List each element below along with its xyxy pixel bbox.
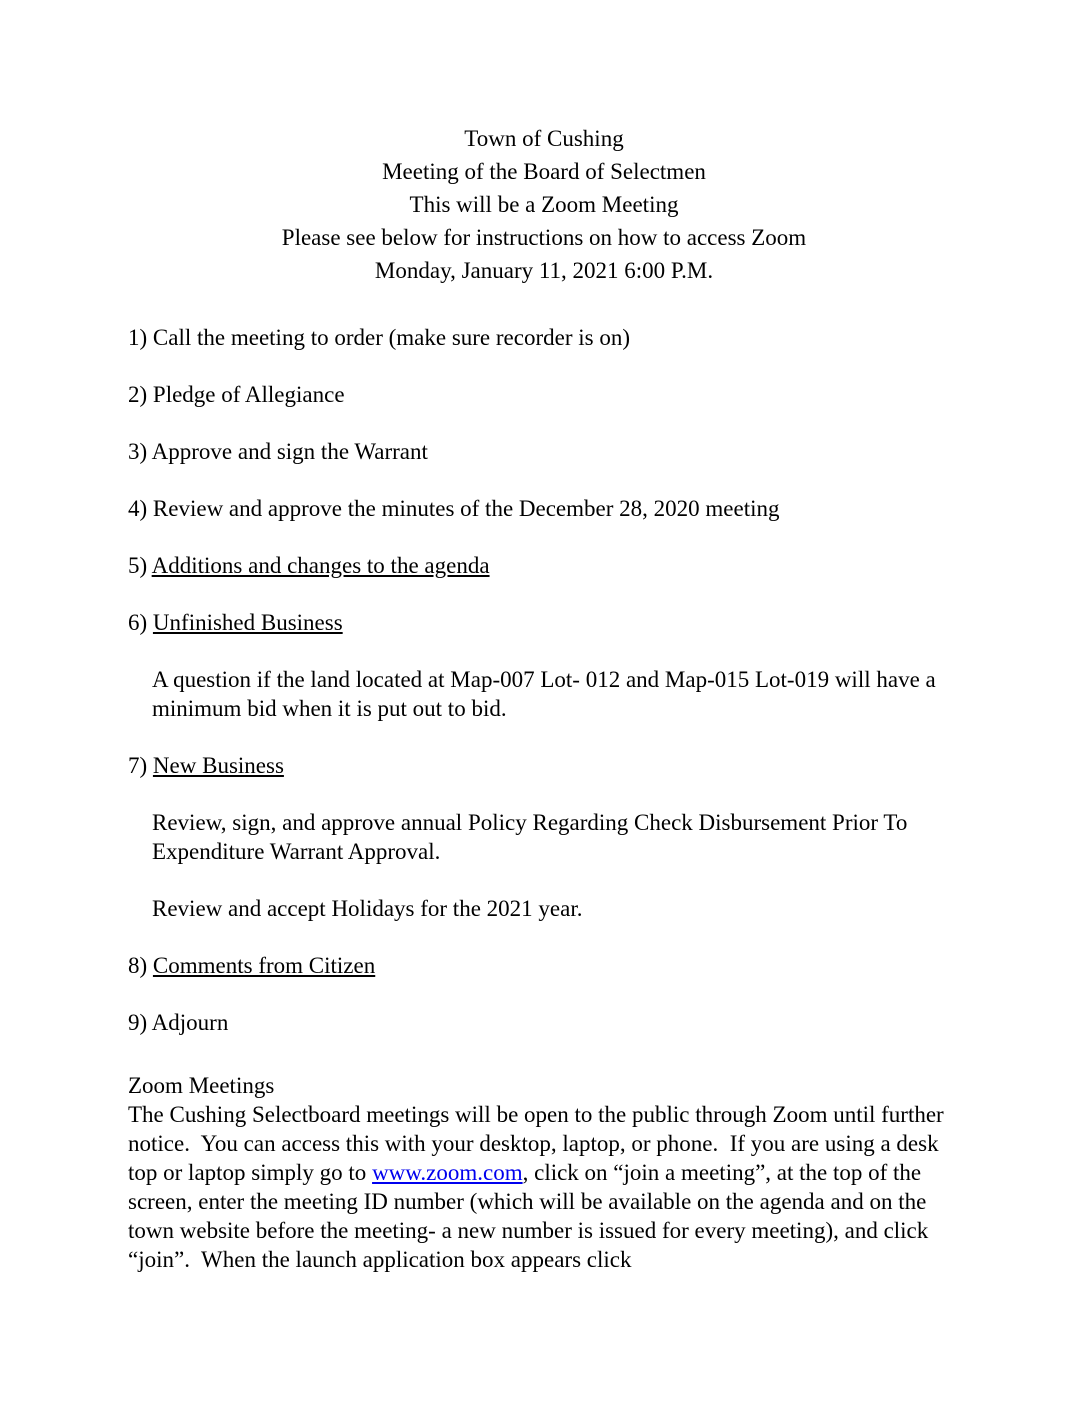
zoom-meetings-heading: Zoom Meetings: [128, 1073, 275, 1098]
agenda-list: [128, 323, 960, 1037]
agenda-item-text: Pledge of Allegiance: [152, 382, 345, 407]
zoom-website-link[interactable]: www.zoom.com: [372, 1160, 523, 1185]
agenda-item-number: 6): [128, 610, 148, 635]
agenda-item-number: 8): [128, 953, 148, 978]
agenda-item-text: Comments from Citizen: [152, 953, 376, 978]
agenda-item-8: [128, 951, 960, 980]
agenda-item-1: [128, 323, 960, 352]
zoom-meetings-section: [128, 1071, 960, 1274]
agenda-item-5: [128, 551, 960, 580]
zoom-instructions-paragraph: [128, 1100, 960, 1274]
new-business-detail-1: Review, sign, and approve annual Policy Regarding Check Disbursement Prior To Expenditure Warrant Approval.: [152, 810, 914, 864]
agenda-item-number: 1): [128, 325, 148, 350]
agenda-item-number: 7): [128, 753, 148, 778]
agenda-item-3: [128, 437, 960, 466]
header-title: Town of Cushing: [464, 126, 624, 151]
agenda-item-9: [128, 1008, 960, 1037]
agenda-item-text: Additions and changes to the agenda: [151, 553, 490, 578]
header-subtitle: Meeting of the Board of Selectmen: [382, 159, 706, 184]
agenda-item-text: New Business: [152, 753, 284, 778]
agenda-item-text: Approve and sign the Warrant: [151, 439, 428, 464]
agenda-item-number: 5): [128, 553, 148, 578]
zoom-instructions-text-before-link: The Cushing Selectboard meetings will be open to the public through Zoom until further notice. You can access this with your desktop, laptop, or phone. If you are using a desk top or laptop simply go to: [128, 1102, 950, 1185]
agenda-item-4: [128, 494, 960, 523]
agenda-item-text: Adjourn: [151, 1010, 229, 1035]
agenda-item-text: Review and approve the minutes of the December 28, 2020 meeting: [152, 496, 780, 521]
agenda-item-6: [128, 608, 960, 637]
agenda-item-text: Unfinished Business: [152, 610, 343, 635]
agenda-item-number: 2): [128, 382, 148, 407]
header-datetime: Monday, January 11, 2021 6:00 P.M.: [374, 258, 714, 283]
agenda-item-text: Call the meeting to order (make sure recorder is on): [152, 325, 630, 350]
header-meeting-type: This will be a Zoom Meeting: [409, 192, 679, 217]
agenda-item-number: 4): [128, 496, 148, 521]
agenda-item-number: 9): [128, 1010, 148, 1035]
document-header: [128, 122, 960, 287]
new-business-detail-2: Review and accept Holidays for the 2021 year.: [152, 896, 583, 921]
unfinished-business-detail: A question if the land located at Map-007 Lot- 012 and Map-015 Lot-019 will have a minimum bid when it is put out to bid.: [152, 667, 942, 721]
agenda-item-7: [128, 751, 960, 780]
zoom-instructions-text-after-link: , click on “join a meeting”, at the top of the screen, enter the meeting ID number (which will be available on the agenda and on the town website before the meeting- a new number is issued for every meeting), and click “join”. When the launch application box appears click: [128, 1160, 935, 1272]
agenda-item-number: 3): [128, 439, 148, 464]
header-instructions-note: Please see below for instructions on how to access Zoom: [281, 225, 807, 250]
agenda-item-2: [128, 380, 960, 409]
